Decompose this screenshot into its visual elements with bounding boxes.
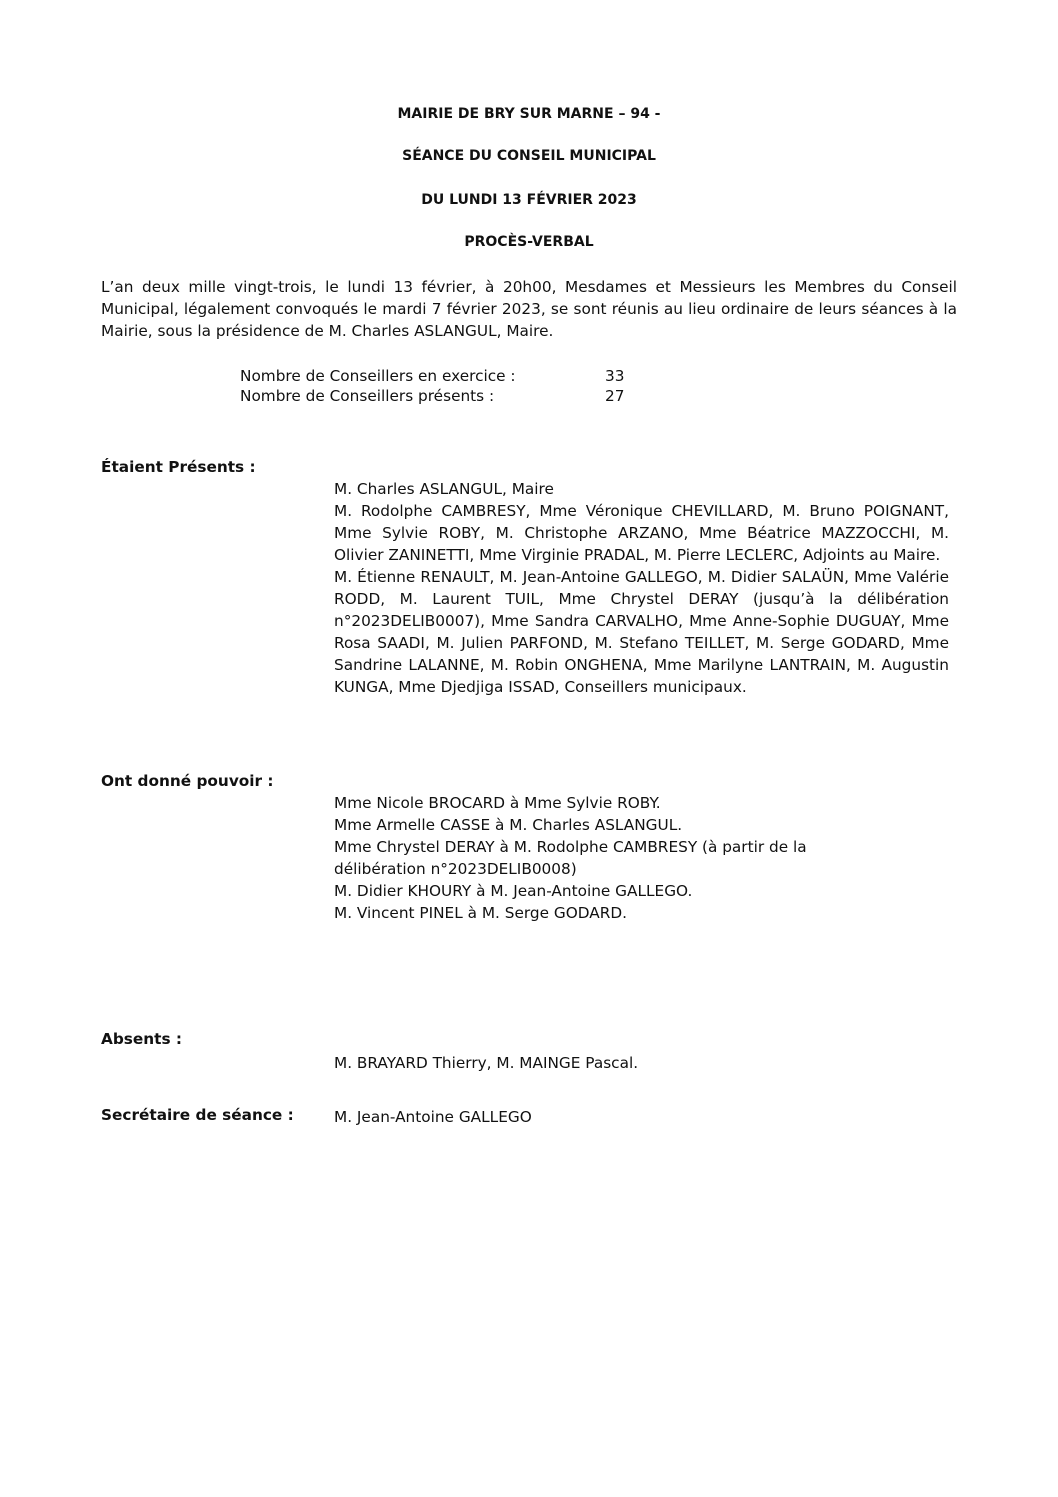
presents-block — [334, 478, 949, 698]
presents-label: Étaient Présents : — [101, 458, 256, 476]
presents-conseillers: M. Étienne RENAULT, M. Jean-Antoine GALLEGO, M. Didier SALAÜN, Mme Valérie RODD, M. Laurent TUIL, Mme Chrystel DERAY (jusqu’à la délibération n°2023DELIB0007), Mme Sandra CARVALHO, Mme Anne-Sophie DUGUAY, Mme Rosa SAADI, M. Julien PARFOND, M. Stefano TEILLET, M. Serge GODARD, Mme Sandrine LALANNE, M. Robin ONGHENA, Mme Marilyne LANTRAIN, M. Augustin KUNGA, Mme Djedjiga ISSAD, Conseillers municipaux. — [334, 568, 949, 696]
count-row-presents — [240, 386, 640, 406]
date-heading: DU LUNDI 13 FÉVRIER 2023 — [421, 192, 637, 208]
intro-paragraph: L’an deux mille vingt-trois, le lundi 13 février, à 20h00, Mesdames et Messieurs les Membres du Conseil Municipal, légalement convoqués le mardi 7 février 2023, se sont réunis au lieu ordinaire de leurs séances à la Mairie, sous la présidence de M. Charles ASLANGUL, Maire. — [101, 278, 957, 340]
presents-maire: M. Charles ASLANGUL, Maire — [334, 480, 554, 498]
count-value: 33 — [605, 367, 625, 385]
pouvoirs-list — [334, 792, 894, 924]
count-label: Nombre de Conseillers en exercice : — [240, 367, 516, 385]
pouvoir-item: Mme Armelle CASSE à M. Charles ASLANGUL. — [334, 816, 683, 834]
pouvoir-item: délibération n°2023DELIB0008) — [334, 860, 577, 878]
count-value: 27 — [605, 387, 625, 405]
pouvoir-item: M. Vincent PINEL à M. Serge GODARD. — [334, 904, 628, 922]
count-label: Nombre de Conseillers présents : — [240, 387, 495, 405]
pouvoirs-label: Ont donné pouvoir : — [101, 772, 274, 790]
presents-adjoints: M. Rodolphe CAMBRESY, Mme Véronique CHEVILLARD, M. Bruno POIGNANT, Mme Sylvie ROBY, M. Christophe ARZANO, Mme Béatrice MAZZOCCHI, M. Olivier ZANINETTI, Mme Virginie PRADAL, M. Pierre LECLERC, Adjoints au Maire. — [334, 502, 949, 564]
proces-verbal-heading: PROCÈS-VERBAL — [464, 234, 594, 250]
pouvoir-item: Mme Chrystel DERAY à M. Rodolphe CAMBRESY (à partir de la — [334, 838, 807, 856]
secretaire-text: M. Jean-Antoine GALLEGO — [334, 1108, 532, 1126]
absents-text: M. BRAYARD Thierry, M. MAINGE Pascal. — [334, 1054, 639, 1072]
mairie-heading: MAIRIE DE BRY SUR MARNE – 94 - — [397, 106, 661, 122]
pouvoir-item: M. Didier KHOURY à M. Jean-Antoine GALLEGO. — [334, 882, 693, 900]
seance-heading: SÉANCE DU CONSEIL MUNICIPAL — [402, 148, 656, 164]
absents-label: Absents : — [101, 1030, 183, 1048]
count-row-exercice — [240, 366, 640, 386]
secretaire-label: Secrétaire de séance : — [101, 1106, 294, 1124]
pouvoir-item: Mme Nicole BROCARD à Mme Sylvie ROBY. — [334, 794, 661, 812]
counts-block — [240, 366, 640, 406]
